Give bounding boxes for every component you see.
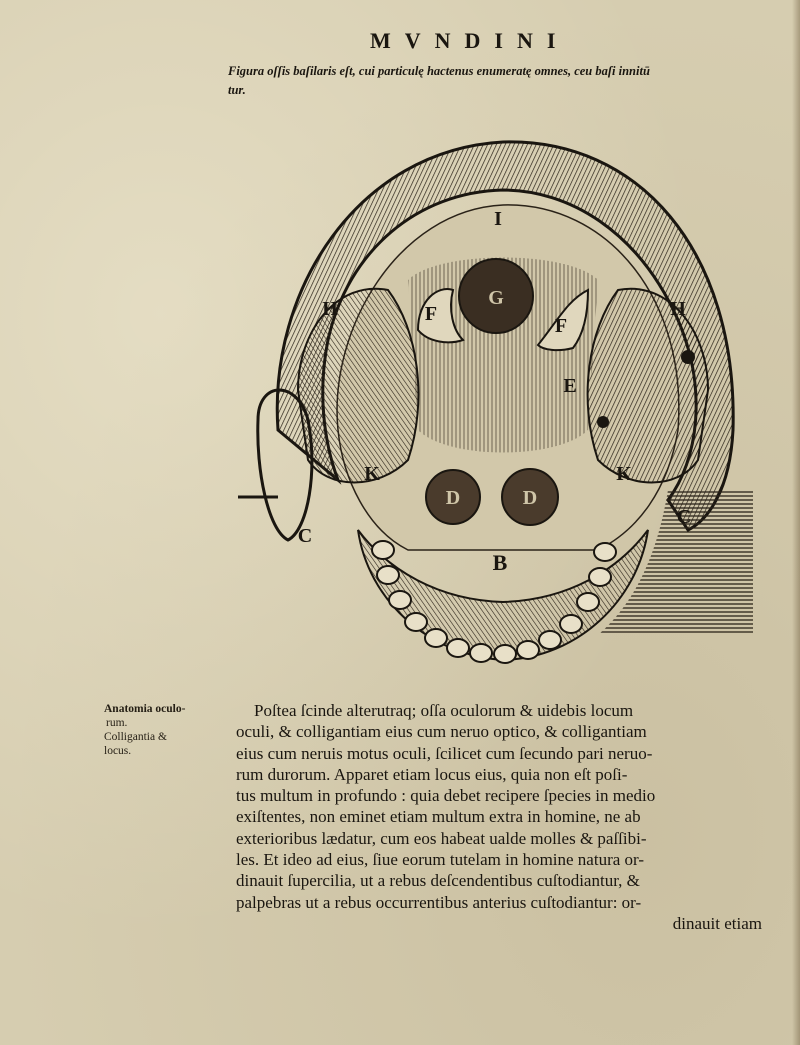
- text-line: dinauit etiam: [672, 913, 762, 933]
- text-line: rum durorum. Apparet etiam locus eius, quia non eſt poſi-: [236, 764, 628, 784]
- label-center-bottom: B: [492, 550, 508, 575]
- margin-note-line: locus.: [104, 745, 132, 757]
- text-line: palpebras ut a rebus occurrentibus anterius cuſtodiantur: or-: [236, 892, 642, 912]
- margin-note-line: rum.: [106, 717, 128, 729]
- body-text: [236, 700, 766, 934]
- label-right-edge: C: [676, 506, 692, 528]
- label-circle-right: D: [522, 487, 538, 509]
- margin-note: [104, 702, 234, 758]
- margin-note-line: Anatomia oculo-: [104, 703, 186, 715]
- running-head: MVNDINI: [370, 28, 570, 53]
- text-line: exiſtentes, non eminet etiam multum extra in homine, ne ab: [236, 807, 641, 827]
- text-line: eius cum neruis motus oculi, ſcilicet cum ſecundo pari neruo-: [236, 743, 653, 763]
- text-line: exterioribus lædatur, cum eos habeat ualde molles & paſſibi-: [236, 828, 647, 848]
- label-left-lower: K: [364, 463, 380, 485]
- figure-caption: [228, 62, 768, 100]
- label-circle-left: D: [445, 487, 461, 509]
- label-right-upper: H: [670, 298, 686, 320]
- skull-base-woodcut: [238, 130, 758, 675]
- text-line: Poſtea ſcinde alterutraq; oſſa oculorum & uidebis locum: [254, 701, 634, 720]
- label-circle-top: G: [488, 287, 504, 309]
- label-top: I: [494, 208, 502, 230]
- label-center-right: F: [554, 315, 568, 337]
- text-line: tus multum in profundo : quia debet recipere ſpecies in medio: [236, 786, 656, 806]
- text-line: les. Et ideo ad eius, ſiue eorum tutelam in homine natura or-: [236, 850, 645, 870]
- label-right-mid: E: [563, 375, 577, 397]
- label-right-lower: K: [616, 463, 632, 485]
- right-hole-2: [597, 416, 609, 428]
- caption-line: tur.: [228, 83, 246, 97]
- label-left-edge: C: [297, 525, 313, 547]
- text-line: oculi, & colligantiam eius cum neruo optico, & colligantiam: [236, 722, 647, 742]
- margin-note-line: Colligantia &: [104, 731, 167, 743]
- right-hole: [681, 350, 695, 364]
- label-center-left: F: [424, 303, 438, 325]
- text-line: dinauit ſupercilia, ut a rebus deſcendentibus cuſtodiantur, &: [236, 871, 640, 891]
- label-left-upper: H: [322, 298, 338, 320]
- caption-line: Figura oſſis baſilaris eſt, cui particulę hactenus enumeratę omnes, ceu baſi innitū: [228, 64, 650, 78]
- page-edge: [792, 0, 800, 1045]
